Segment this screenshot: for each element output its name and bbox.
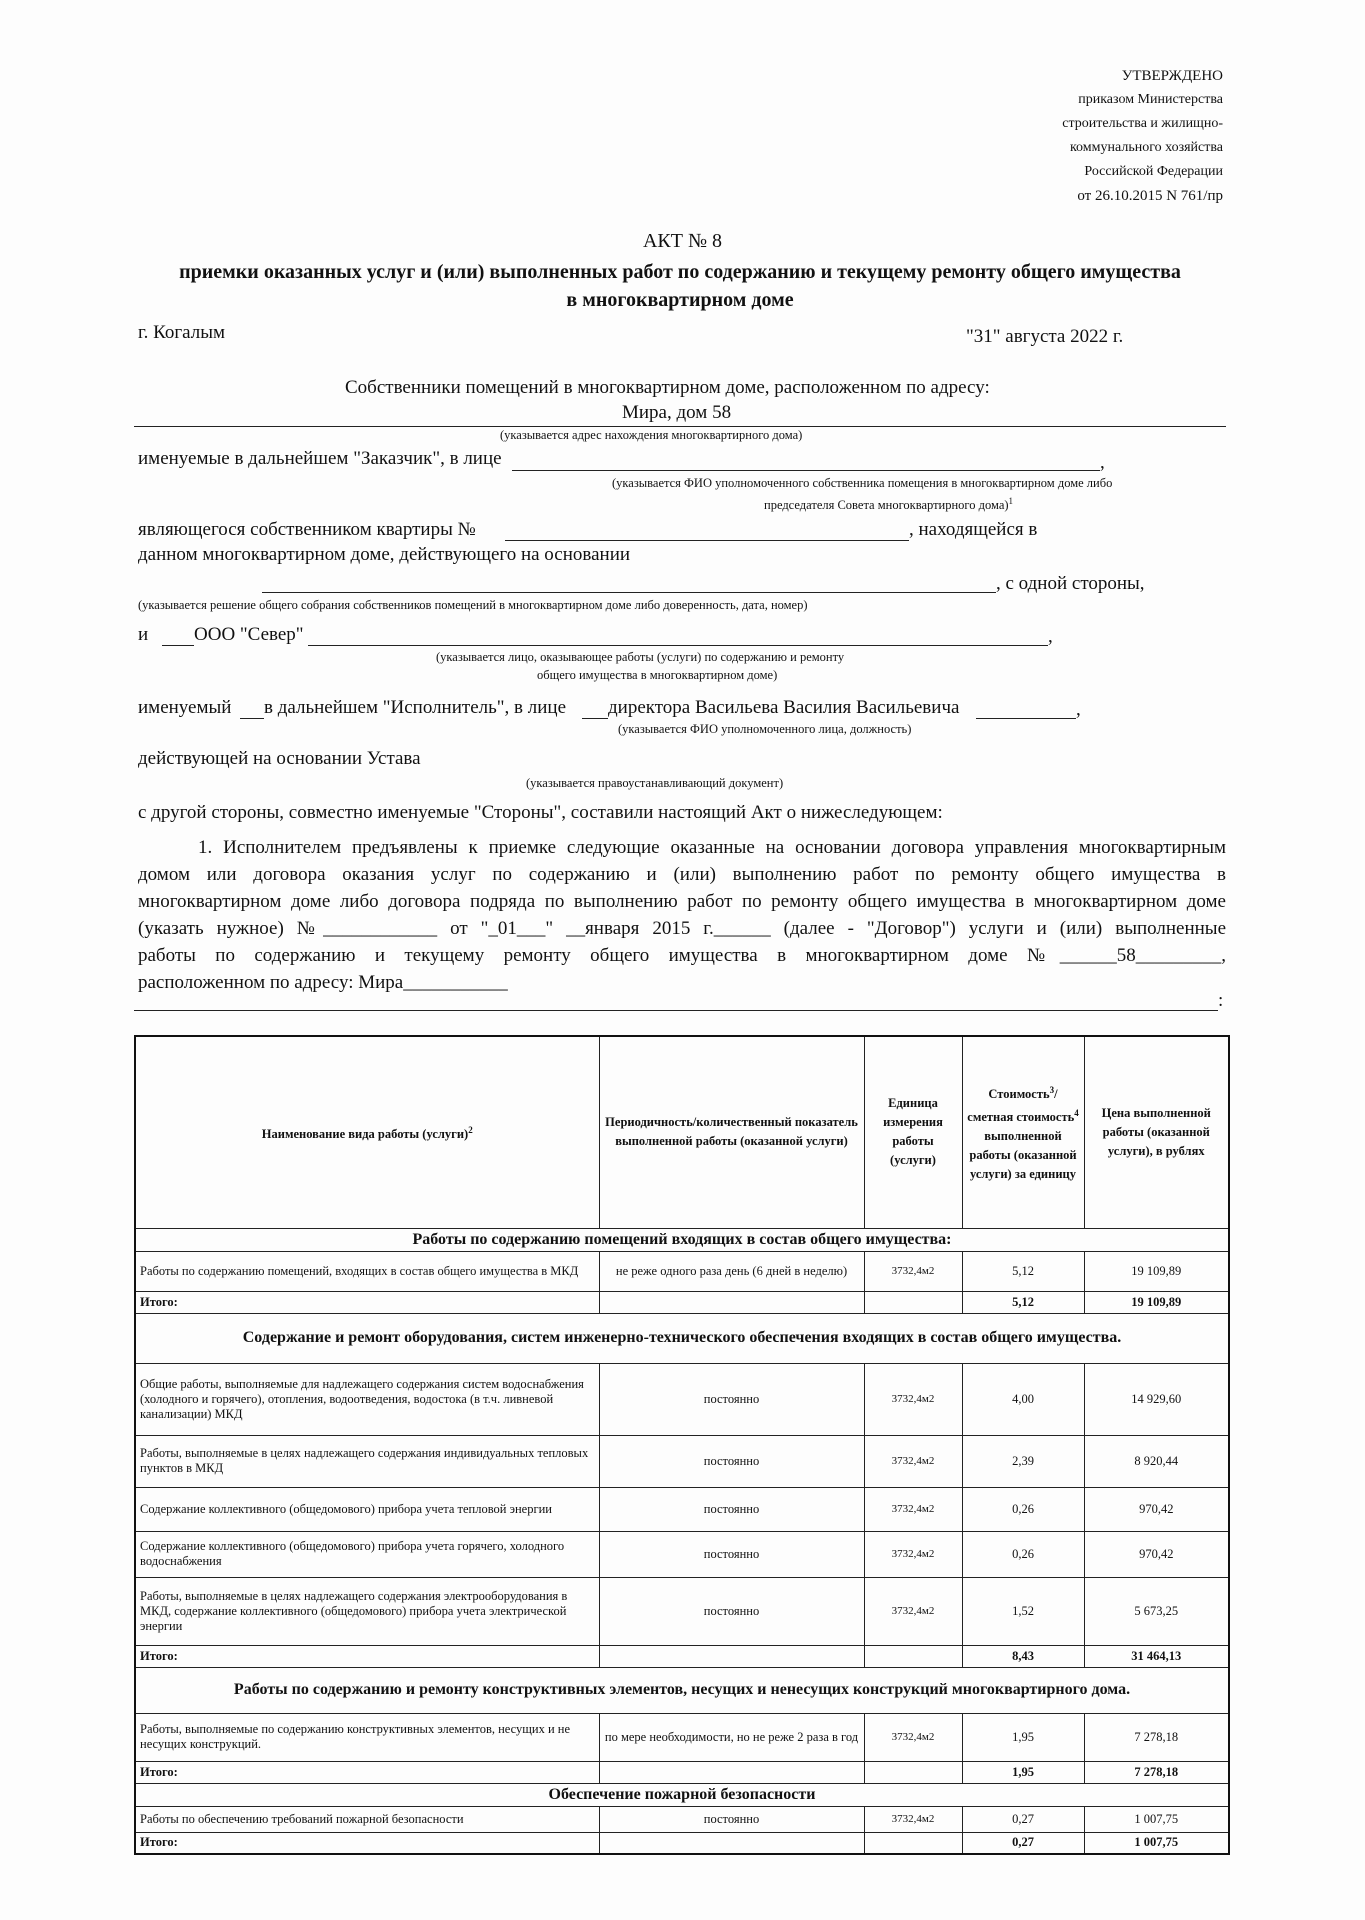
contractor-caption: (указывается лицо, оказывающее работы (услуги) по содержанию и ремонту (436, 650, 845, 664)
cell-empty (599, 1645, 864, 1667)
cell-period: постоянно (599, 1806, 864, 1832)
cell-unit: 3732,4м2 (864, 1251, 962, 1291)
and-text: и (138, 624, 149, 645)
act-date: "31" августа 2022 г. (966, 326, 1124, 347)
total-label: Итого: (135, 1291, 599, 1313)
director-underline (976, 718, 1076, 719)
col-header-name (135, 1036, 599, 1228)
approval-line: Российской Федерации (1084, 164, 1223, 179)
customer-underline (512, 470, 1100, 471)
cell-name: Работы, выполняемые в целях надлежащего содержания индивидуальных тепловых пунктов в МКД (135, 1435, 599, 1487)
decision-underline (262, 592, 996, 593)
cell-cost: 1,95 (962, 1713, 1084, 1761)
comma: , (1076, 699, 1081, 720)
total-label: Итого: (135, 1645, 599, 1667)
acting-text: данном многоквартирном доме, действующего на основании (138, 544, 631, 565)
cell-empty (599, 1761, 864, 1783)
cell-period: постоянно (599, 1577, 864, 1645)
clause-line: расположенном по адресу: Мира___________ (138, 972, 508, 993)
table-row (135, 1251, 1229, 1291)
act-subtitle (140, 258, 1220, 314)
clause-line: 1. Исполнителем предъявлены к приемке следующие оказанные на основании договора управления многоквартирным (198, 837, 1226, 858)
customer-caption: (указывается ФИО уполномоченного собственника помещения в многоквартирном доме либо (612, 476, 1113, 490)
cell-empty (864, 1291, 962, 1313)
clause-underline (134, 1010, 1218, 1011)
table-header-row (135, 1036, 1229, 1228)
basis-text: действующей на основании Устава (138, 748, 421, 769)
director-caption: (указывается ФИО уполномоченного лица, должность) (618, 722, 912, 736)
clause-line: (указать нужное) №____________ от "_01___" __января 2015 г.______ (далее - "Договор") услуги и (или) выполненные (138, 918, 1226, 939)
footnote-mark: 3 (1049, 1084, 1055, 1095)
total-label: Итого: (135, 1761, 599, 1783)
total-price: 7 278,18 (1084, 1761, 1229, 1783)
cell-name: Работы по содержанию помещений, входящих в состав общего имущества в МКД (135, 1251, 599, 1291)
total-label: Итого: (135, 1832, 599, 1854)
address-caption: (указывается адрес нахождения многоквартирного дома) (500, 428, 803, 442)
table-row (135, 1713, 1229, 1761)
located-text: , находящейся в (909, 519, 1038, 540)
cell-cost: 0,27 (962, 1806, 1084, 1832)
clause-line: домом или договора оказания услуг по содержанию и (или) выполнению работ по ремонту общего имущества в (138, 864, 1226, 885)
act-subtitle-line: приемки оказанных услуг и (или) выполненных работ по содержанию и текущему ремонту общего имущества (179, 261, 1181, 283)
approval-line: строительства и жилищно- (1062, 116, 1223, 131)
comma: , (1100, 452, 1105, 473)
customer-caption-text: председателя Совета многоквартирного дома) (764, 498, 1009, 513)
section-row (135, 1667, 1229, 1713)
contractor-underline (308, 645, 1048, 646)
cell-cost: 4,00 (962, 1363, 1084, 1435)
cell-price: 19 109,89 (1084, 1251, 1229, 1291)
decision-caption: (указывается решение общего собрания собственников помещений в многоквартирном доме либо доверенность, дата, номер) (138, 598, 808, 612)
cell-name: Содержание коллективного (общедомового) прибора учета горячего, холодного водоснабжения (135, 1531, 599, 1577)
approval-line: коммунального хозяйства (1069, 140, 1223, 155)
table-row (135, 1531, 1229, 1577)
approval-line: от 26.10.2015 N 761/пр (1077, 188, 1223, 204)
total-row (135, 1645, 1229, 1667)
named-text: именуемый (138, 697, 232, 718)
cell-cost: 0,26 (962, 1487, 1084, 1531)
table-row (135, 1435, 1229, 1487)
footnote-mark: 1 (1008, 496, 1014, 506)
cell-period: не реже одного раза день (6 дней в неделю) (599, 1251, 864, 1291)
contractor-caption: общего имущества в многоквартирном доме) (537, 668, 778, 682)
section-row (135, 1313, 1229, 1363)
cell-price: 7 278,18 (1084, 1713, 1229, 1761)
col-header-name-text: Наименование вида работы (услуги) (261, 1126, 469, 1141)
clause-colon: : (1218, 990, 1224, 1011)
total-price: 1 007,75 (1084, 1832, 1229, 1854)
customer-text: именуемые в дальнейшем "Заказчик", в лице (138, 448, 502, 469)
address-value: Мира, дом 58 (622, 402, 732, 423)
contractor-name: ООО "Север" (194, 624, 304, 645)
cell-period: постоянно (599, 1363, 864, 1435)
cell-cost: 5,12 (962, 1251, 1084, 1291)
owner-flat-text: являющегося собственником квартиры № (138, 519, 476, 540)
cell-name: Работы, выполняемые по содержанию конструктивных элементов, несущих и не несущих конструкций. (135, 1713, 599, 1761)
cell-name: Работы, выполняемые в целях надлежащего содержания электрооборудования в МКД, содержание коллективного (общедомового) прибора учета электрической энергии (135, 1577, 599, 1645)
clause-line: многоквартирном доме либо договора подряда по выполнению работ по ремонту общего имущества в многоквартирном доме (138, 891, 1226, 912)
cell-cost: 2,39 (962, 1435, 1084, 1487)
city: г. Когалым (138, 322, 226, 343)
cell-price: 1 007,75 (1084, 1806, 1229, 1832)
cell-unit: 3732,4м2 (864, 1531, 962, 1577)
footnote-mark: 2 (468, 1124, 473, 1135)
cell-cost: 1,52 (962, 1577, 1084, 1645)
col-header-cost-text: Стоимость (988, 1086, 1050, 1101)
cell-unit: 3732,4м2 (864, 1363, 962, 1435)
approval-line: приказом Министерства (1078, 92, 1223, 107)
named-rest-text: в дальнейшем "Исполнитель", в лице (264, 697, 566, 718)
comma: , (1048, 626, 1053, 647)
col-header-cost-text: выполненной работы (оказанной услуги) за единицу (969, 1128, 1077, 1181)
total-cost: 0,27 (962, 1832, 1084, 1854)
cell-name: Содержание коллективного (общедомового) прибора учета тепловой энергии (135, 1487, 599, 1531)
cell-empty (599, 1832, 864, 1854)
one-side-text: , с одной стороны, (996, 573, 1145, 594)
approval-stamp (1062, 64, 1223, 208)
director-pre-underline (582, 718, 608, 719)
total-cost: 5,12 (962, 1291, 1084, 1313)
section-title: Работы по содержанию и ремонту конструктивных элементов, несущих и ненесущих конструкций многоквартирного дома. (135, 1667, 1229, 1713)
cell-price: 970,42 (1084, 1487, 1229, 1531)
clause-line: работы по содержанию и текущему ремонту общего имущества в многоквартирном доме №______58_________, (138, 945, 1226, 966)
cell-price: 5 673,25 (1084, 1577, 1229, 1645)
approval-heading: УТВЕРЖДЕНО (1121, 68, 1223, 84)
cell-period: по мере необходимости, но не реже 2 раза в год (599, 1713, 864, 1761)
table-row (135, 1487, 1229, 1531)
total-cost: 1,95 (962, 1761, 1084, 1783)
col-header-price: Цена выполненной работы (оказанной услуги), в рублях (1084, 1036, 1229, 1228)
cell-unit: 3732,4м2 (864, 1806, 962, 1832)
cell-name: Работы по обеспечению требований пожарной безопасности (135, 1806, 599, 1832)
director-text: директора Васильева Василия Васильевича (608, 697, 960, 718)
and-underline (162, 645, 194, 646)
cell-price: 14 929,60 (1084, 1363, 1229, 1435)
cell-empty (864, 1645, 962, 1667)
table-row (135, 1363, 1229, 1435)
address-underline (134, 426, 1226, 427)
footnote-mark: 4 (1074, 1107, 1079, 1118)
customer-caption (764, 496, 1013, 513)
section-row (135, 1783, 1229, 1806)
col-header-cost-text: /сметная стоимость (967, 1086, 1075, 1124)
acts-table (134, 1035, 1230, 1855)
clause-1 (138, 834, 1226, 996)
section-title: Содержание и ремонт оборудования, систем инженерно-технического обеспечения входящих в состав общего имущества. (135, 1313, 1229, 1363)
cell-period: постоянно (599, 1487, 864, 1531)
cell-cost: 0,26 (962, 1531, 1084, 1577)
cell-unit: 3732,4м2 (864, 1487, 962, 1531)
cell-empty (864, 1832, 962, 1854)
table-row (135, 1577, 1229, 1645)
cell-name: Общие работы, выполняемые для надлежащего содержания систем водоснабжения (холодного и горячего), отопления, водоотведения, водостока (в т.ч. ливневой канализации) МКД (135, 1363, 599, 1435)
named-underline (240, 718, 264, 719)
section-title: Работы по содержанию помещений входящих в состав общего имущества: (135, 1228, 1229, 1251)
cell-empty (864, 1761, 962, 1783)
act-subtitle-line: в многоквартирном доме (566, 289, 794, 311)
cell-period: постоянно (599, 1531, 864, 1577)
total-row (135, 1761, 1229, 1783)
total-price: 31 464,13 (1084, 1645, 1229, 1667)
total-cost: 8,43 (962, 1645, 1084, 1667)
cell-unit: 3732,4м2 (864, 1713, 962, 1761)
act-title: АКТ № 8 (642, 230, 723, 252)
cell-price: 970,42 (1084, 1531, 1229, 1577)
col-header-unit: Единица измерения работы (услуги) (864, 1036, 962, 1228)
flat-underline (505, 540, 909, 541)
cell-period: постоянно (599, 1435, 864, 1487)
cell-empty (599, 1291, 864, 1313)
col-header-periodicity: Периодичность/количественный показатель выполненной работы (оказанной услуги) (599, 1036, 864, 1228)
total-row (135, 1291, 1229, 1313)
cell-unit: 3732,4м2 (864, 1577, 962, 1645)
total-row (135, 1832, 1229, 1854)
cell-price: 8 920,44 (1084, 1435, 1229, 1487)
table-row (135, 1806, 1229, 1832)
owners-text: Собственники помещений в многоквартирном доме, расположенном по адресу: (345, 377, 990, 398)
section-title: Обеспечение пожарной безопасности (135, 1783, 1229, 1806)
cell-unit: 3732,4м2 (864, 1435, 962, 1487)
section-row (135, 1228, 1229, 1251)
col-header-cost (962, 1036, 1084, 1228)
basis-caption: (указывается правоустанавливающий документ) (526, 776, 784, 790)
other-side-text: с другой стороны, совместно именуемые "Стороны", составили настоящий Акт о нижеследующем: (138, 802, 943, 823)
total-price: 19 109,89 (1084, 1291, 1229, 1313)
